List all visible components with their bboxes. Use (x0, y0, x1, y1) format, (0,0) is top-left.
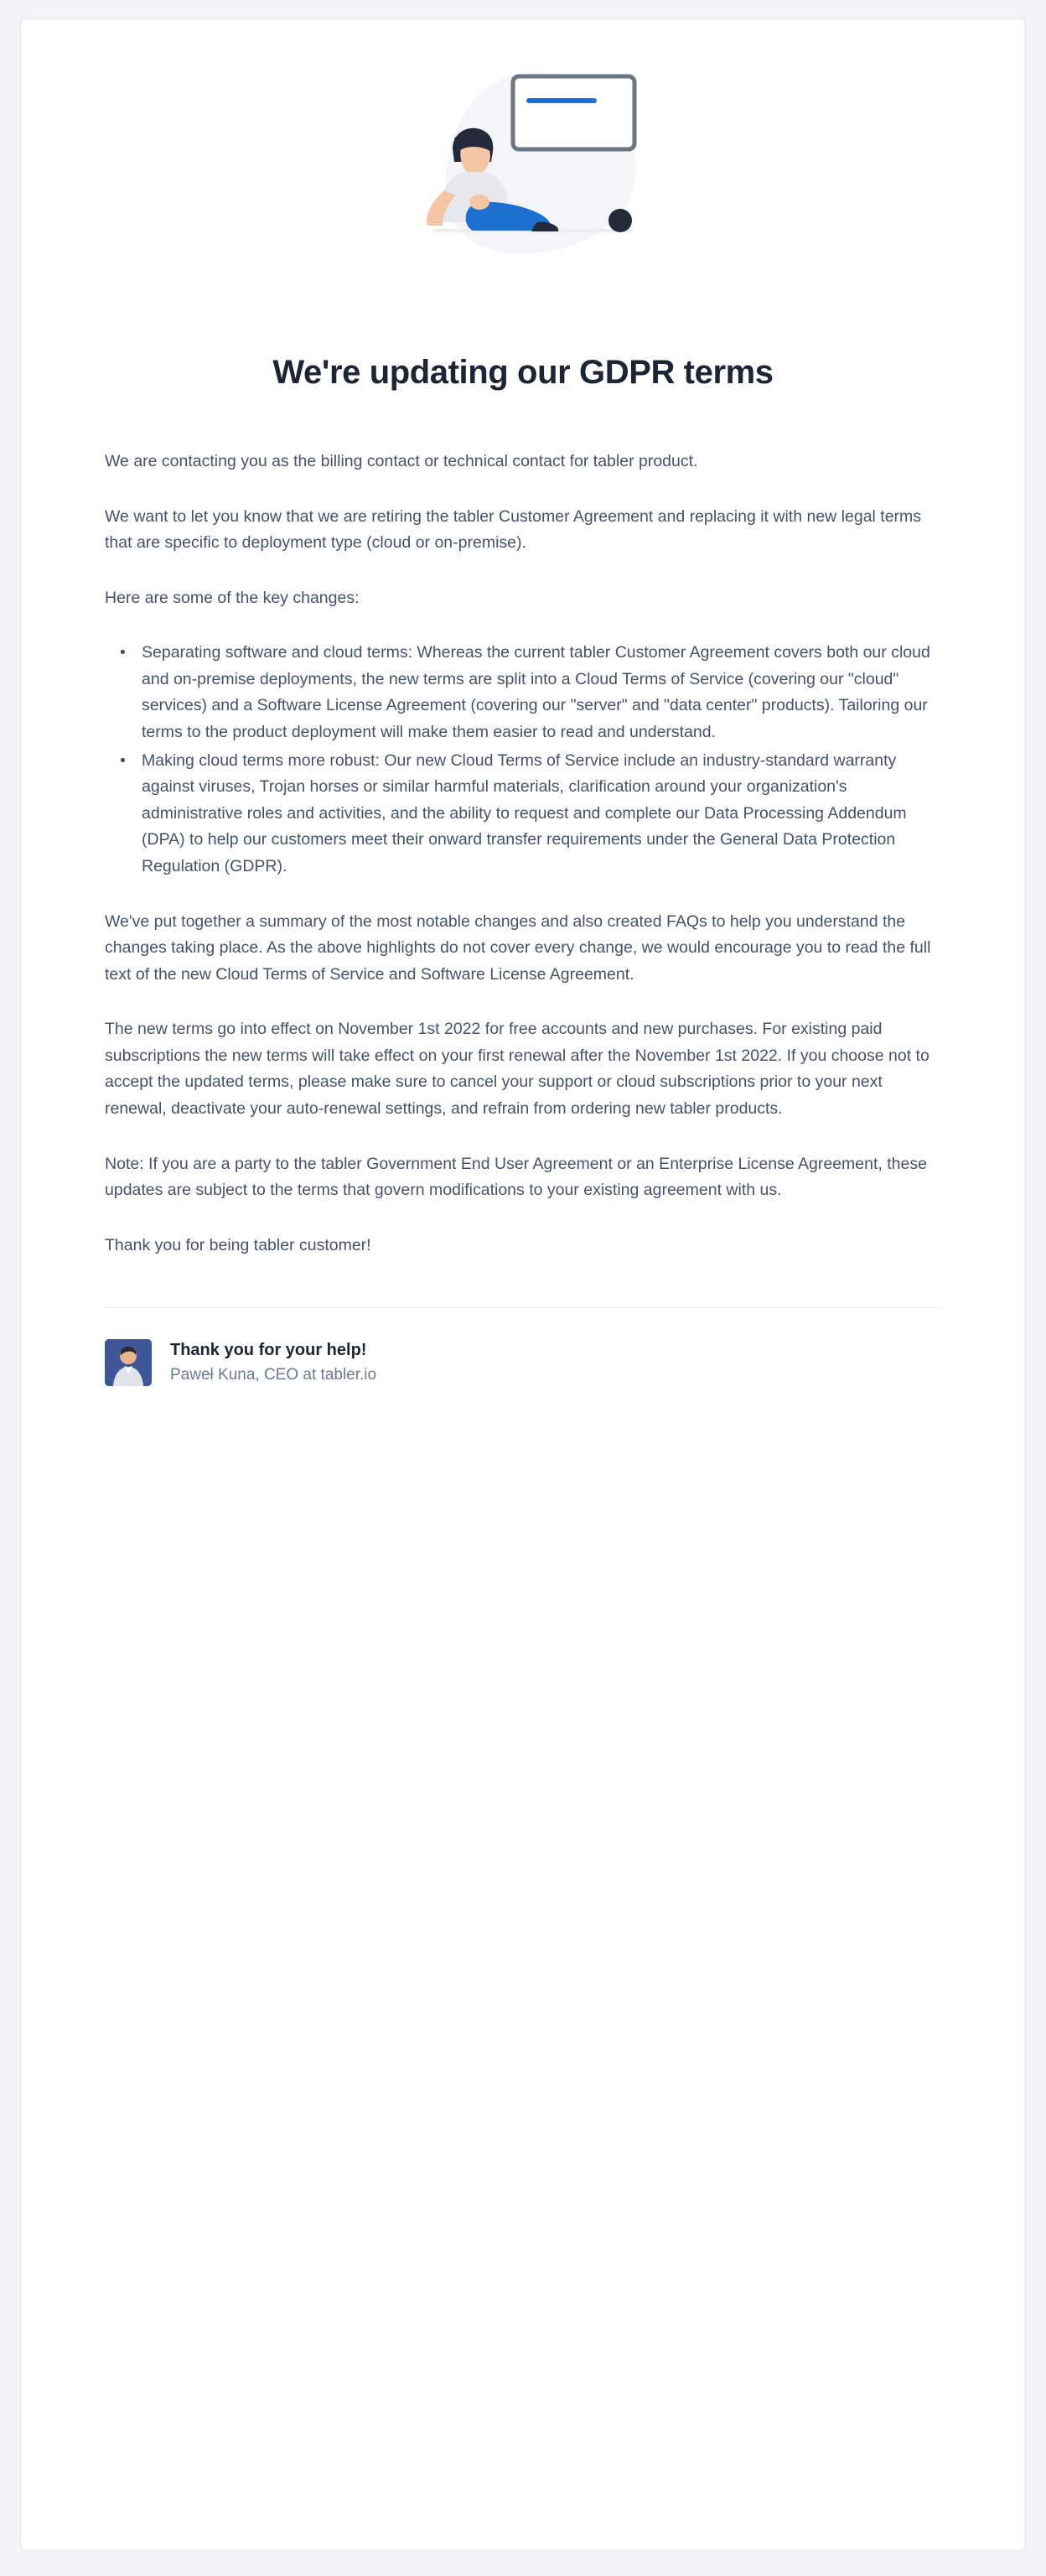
page-title: We're updating our GDPR terms (272, 354, 774, 391)
outro-paragraph-3: Note: If you are a party to the tabler Government End User Agreement or an Enterprise License Agreement, these updates are subject to the terms that govern modifications to your existing agreement with us. (105, 1154, 927, 1200)
email-body (105, 449, 941, 1259)
email-card (20, 18, 1026, 2551)
intro-paragraph-3: Here are some of the key changes: (105, 588, 360, 607)
list-item: • Making cloud terms more robust: Our new Cloud Terms of Service include an industry-standard warranty against viruses, Trojan horses or similar harmful materials, clarification around your organization's administrative roles and activities, and the ability to request and complete our Data Processing Addendum (DPA) to help our customers meet their onward transfer requirements under the General Data Protection Regulation (GDPR). (138, 748, 941, 880)
hero-illustration (105, 66, 941, 343)
outro-paragraph-4: Thank you for being tabler customer! (105, 1235, 371, 1254)
intro-paragraph-1: We are contacting you as the billing contact or technical contact for tabler product. (105, 452, 698, 470)
person-sitting-with-whiteboard-icon (372, 58, 674, 343)
intro-paragraph-2: We want to let you know that we are retiring the tabler Customer Agreement and replacing it with new legal terms that are specific to deployment type (cloud or on-premise). (105, 506, 922, 553)
outro-paragraph-2: The new terms go into effect on November 1st 2022 for free accounts and new purchases. For existing paid subscriptions the new terms will take effect on your first renewal after the November 1st 2022. If you choose not to accept the updated terms, please make sure to cancel your support or cloud subscriptions prior to your next renewal, deactivate your auto-renewal settings, and refrain from ordering new tabler products. (105, 1020, 929, 1118)
signature-divider (105, 1307, 941, 1308)
signature-block (105, 1338, 941, 1387)
avatar (105, 1339, 152, 1386)
avatar-photo-icon (105, 1339, 152, 1386)
list-item: • Separating software and cloud terms: Whereas the current tabler Customer Agreement covers both our cloud and on-premise deployments, the new terms are split into a Cloud Terms of Service (covering our "cloud" services) and a Software License Agreement (covering our "server" and "data center" products). Tailoring our terms to the product deployment will make them easier to read and understand. (138, 640, 941, 745)
signature-heading: Thank you for your help! (170, 1341, 367, 1360)
signature-subtext: Paweł Kuna, CEO at tabler.io (170, 1366, 377, 1384)
key-changes-list (105, 640, 941, 880)
outro-paragraph-1: We've put together a summary of the most notable changes and also created FAQs to help you understand the changes taking place. As the above highlights do not cover every change, we would encourage you to read the full text of the new Cloud Terms of Service and Software License Agreement. (105, 911, 931, 984)
signature-text (170, 1338, 376, 1387)
